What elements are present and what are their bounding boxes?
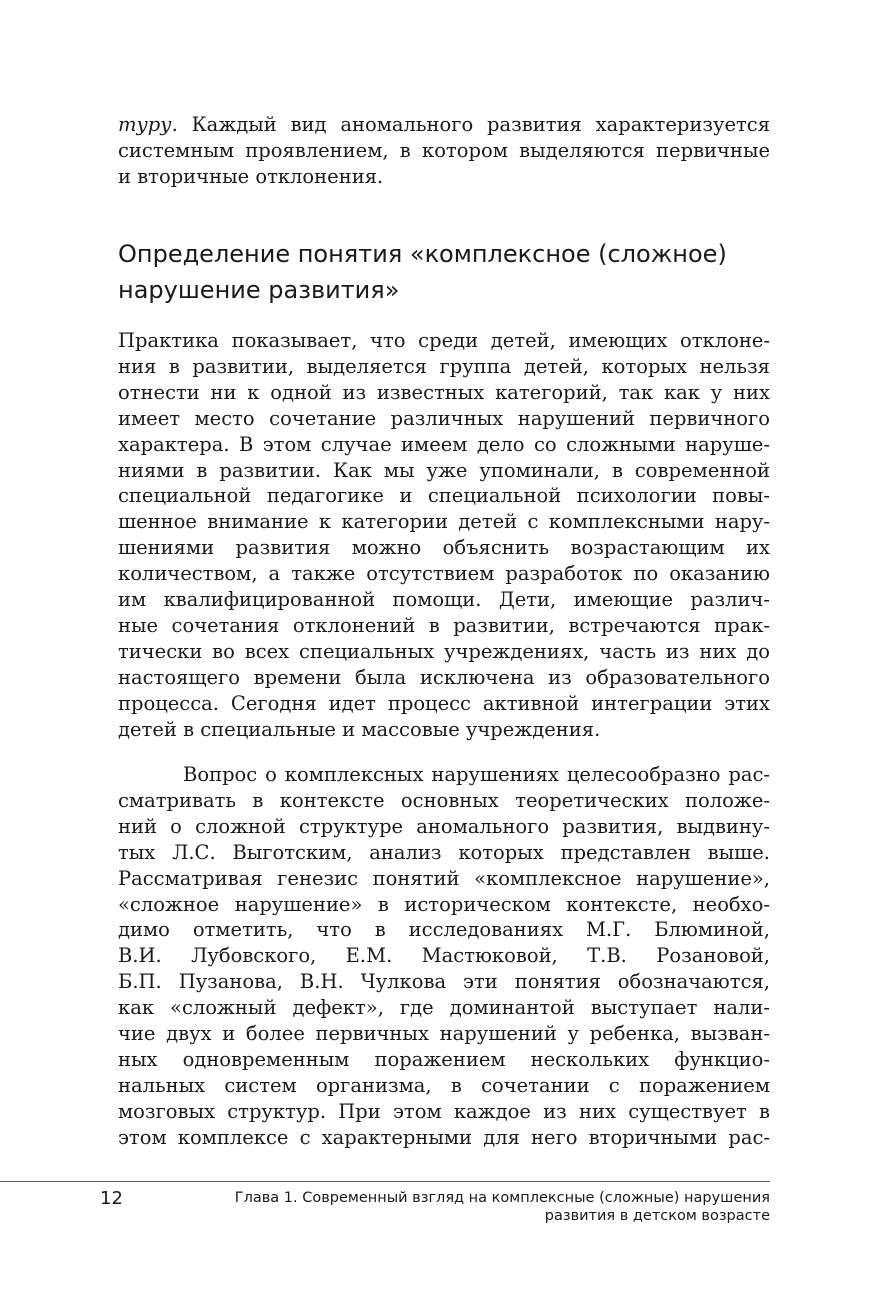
text-line: процесса. Сегодня идет процесс активной интеграции этих: [118, 691, 770, 715]
text-line: мозговых структур. При этом каждое из них существует в: [118, 1099, 770, 1123]
chapter-title-line: развития в детском возрасте: [544, 1208, 770, 1224]
intro-paragraph: [118, 112, 770, 190]
text-line: тых Л.С. Выготским, анализ которых представлен выше.: [118, 840, 770, 864]
text-line: детей в специальные и массовые учреждения.: [118, 717, 601, 741]
text-line: характера. В этом случае имеем дело со сложными наруше-: [118, 432, 770, 456]
text-line: Практика показывает, что среди детей, имеющих отклоне-: [118, 329, 770, 352]
heading-line: нарушение развития»: [118, 276, 400, 304]
text-line: им квалифицированной помощи. Дети, имеющие различ-: [118, 588, 770, 612]
text-line: «сложное нарушение» в историческом контексте, необхо-: [118, 892, 770, 916]
text-line: тически во всех специальных учреждениях, часть из них до: [118, 639, 770, 663]
text-line: ные сочетания отклонений в развитии, встречаются прак-: [118, 613, 770, 637]
text-line: В.И. Лубовского, Е.М. Мастюковой, Т.В. Розановой,: [118, 944, 770, 968]
text-line: ния в развитии, выделяется группа детей, которых нельзя: [118, 354, 770, 378]
text-line: нальных систем организма, в сочетании с поражением: [118, 1073, 770, 1097]
text-line: шенное внимание к категории детей с комплексными нару-: [118, 510, 770, 534]
text-line: этом комплексе с характерными для него вторичными рас-: [118, 1125, 770, 1149]
text-line: Б.П. Пузанова, В.Н. Чулкова эти понятия обозначаются,: [118, 970, 770, 994]
text-line: шениями развития можно объяснить возрастающим их: [118, 536, 770, 560]
running-footer: [235, 1189, 770, 1225]
paragraph-1: [118, 328, 770, 743]
text-line: системным проявлением, в котором выделяются первичные: [118, 138, 770, 162]
text-line: туру. Каждый вид аномального развития характеризуется: [118, 113, 770, 136]
text-line: и вторичные отклонения.: [118, 164, 384, 188]
page-number: 12: [100, 1188, 123, 1209]
text-line: ний о сложной структуре аномального развития, выдвину-: [118, 814, 770, 838]
text-line: отнести ни к одной из известных категорий, так как у них: [118, 380, 770, 404]
heading-line: Определение понятия «комплексное (сложное): [118, 240, 727, 268]
paragraph-2: [118, 762, 770, 1151]
text-line: Рассматривая генезис понятий «комплексное нарушение»,: [118, 866, 770, 890]
text-line: количеством, а также отсутствием разработок по оказанию: [118, 562, 770, 586]
footer-divider: [0, 1181, 770, 1182]
text-line: чие двух и более первичных нарушений у ребенка, вызван-: [118, 1022, 770, 1046]
text-line: сматривать в контексте основных теоретических положе-: [118, 788, 770, 812]
section-heading: [118, 236, 770, 308]
chapter-title-line: Глава 1. Современный взгляд на комплексные (сложные) нарушения: [234, 1190, 770, 1206]
text-line: ных одновременным поражением нескольких функцио-: [118, 1047, 770, 1071]
text-line: ниями в развитии. Как мы уже упоминали, в современной: [118, 458, 770, 482]
text-line: димо отметить, что в исследованиях М.Г. Блюминой,: [118, 918, 770, 942]
text-line: Вопрос о комплексных нарушениях целесообразно рас-: [183, 763, 770, 786]
text-line: специальной педагогике и специальной психологии повы-: [118, 484, 770, 508]
text-line: настоящего времени была исключена из образовательного: [118, 665, 770, 689]
text-line: имеет место сочетание различных нарушений первичного: [118, 406, 770, 430]
italic-word: туру.: [118, 113, 178, 136]
text-line: как «сложный дефект», где доминантой выступает нали-: [118, 996, 770, 1020]
